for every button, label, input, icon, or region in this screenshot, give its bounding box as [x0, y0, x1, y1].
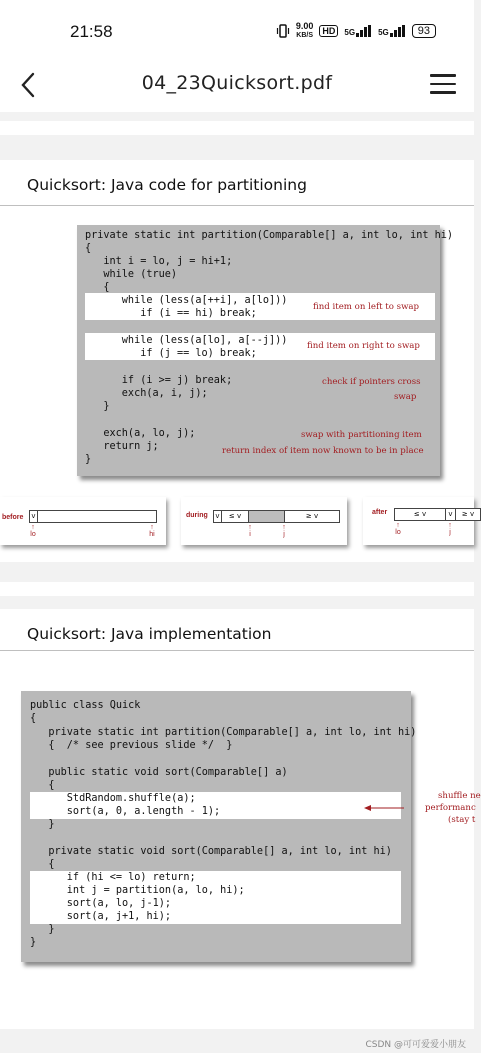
- code-line: }: [30, 924, 55, 935]
- ge-v-region: ≥ v: [455, 508, 481, 521]
- code-line: public class Quick: [30, 700, 141, 711]
- previous-page-edge: [0, 121, 474, 135]
- title-divider: [0, 650, 474, 651]
- code-line: private static void sort(Comparable[] a, int lo, int hi): [30, 846, 392, 857]
- hd-badge: HD: [319, 25, 338, 37]
- side-note-line-1: shuffle ne: [438, 791, 481, 801]
- signal-5g-a: [344, 25, 372, 37]
- signal-bars-icon: [390, 25, 406, 37]
- array-after-label: after: [372, 509, 388, 516]
- arrow-left-icon: [364, 803, 404, 813]
- code-line: }: [85, 454, 92, 465]
- code-line: {: [30, 713, 37, 724]
- code-line: private static int partition(Comparable[] a, int lo, int hi): [30, 727, 417, 738]
- code-line: StdRandom.shuffle(a);: [30, 793, 196, 804]
- page-title: Quicksort: Java implementation: [27, 625, 272, 643]
- i-marker: ↑ i: [248, 524, 252, 538]
- vibrate-icon: [276, 24, 290, 38]
- unknown-region: [248, 510, 285, 523]
- lo-marker: ↑ lo: [395, 522, 401, 536]
- speed-unit: KB/S: [296, 32, 313, 39]
- code-line: if (hi <= lo) return;: [30, 872, 196, 883]
- annotation-return-index: return index of item now known to be in place: [222, 446, 424, 456]
- array-rest-cell: [37, 510, 157, 523]
- j-marker: ↑ j: [448, 522, 452, 536]
- hamburger-menu-icon: [430, 74, 456, 94]
- status-time: 21:58: [70, 22, 113, 41]
- code-line: while (less(a[++i], a[lo])): [85, 295, 288, 306]
- code-line: if (i == hi) break;: [85, 308, 257, 319]
- le-v-region: ≤ v: [221, 510, 249, 523]
- lo-label: lo: [30, 531, 36, 538]
- side-note-line-3: (stay t: [448, 815, 476, 825]
- signal-5g-b: [378, 25, 406, 37]
- code-line: sort(a, j+1, hi);: [30, 911, 172, 922]
- code-line: while (less(a[lo], a[--j])): [85, 335, 288, 346]
- page-title: Quicksort: Java code for partitioning: [27, 176, 307, 194]
- array-after-card: [363, 497, 474, 545]
- code-line: {: [30, 780, 55, 791]
- lo-label: lo: [395, 529, 401, 536]
- code-line: {: [85, 282, 110, 293]
- array-during-card: [181, 497, 347, 545]
- code-line: }: [85, 401, 110, 412]
- status-icons: [276, 22, 436, 40]
- code-line: sort(a, 0, a.length - 1);: [30, 806, 221, 817]
- pivot-cell: v: [213, 510, 222, 523]
- j-label: j: [283, 531, 285, 538]
- annotation-left-swap: find item on left to swap: [313, 302, 420, 312]
- signal-bars-icon: [356, 25, 372, 37]
- quick-class-code-box: [21, 691, 417, 962]
- code-line: public static void sort(Comparable[] a): [30, 767, 288, 778]
- menu-button[interactable]: [430, 74, 456, 96]
- speed-value: 9.00: [295, 21, 314, 31]
- hi-marker: ↑ hi: [149, 524, 155, 538]
- document-title: 04_23Quicksort.pdf: [141, 72, 333, 94]
- code-line: {: [85, 243, 92, 254]
- annotation-swap: swap: [394, 392, 417, 402]
- ge-v-region: ≥ v: [284, 510, 340, 523]
- side-note-line-2: performanc: [425, 803, 476, 813]
- pivot-cell: v: [445, 508, 456, 521]
- code-line: }: [30, 937, 37, 948]
- partition-code-box: [77, 225, 454, 476]
- le-v-region: ≤ v: [394, 508, 446, 521]
- lo-marker: ↑ lo: [30, 524, 36, 538]
- annotation-swap-partition: swap with partitioning item: [301, 430, 422, 440]
- code-line: sort(a, lo, j-1);: [30, 898, 172, 909]
- pivot-cell: v: [29, 510, 38, 523]
- top-app-bar: [0, 60, 474, 112]
- battery-indicator: 93: [412, 24, 436, 38]
- code-line: int j = partition(a, lo, hi);: [30, 885, 245, 896]
- watermark: CSDN @可可爱爱小朋友: [365, 1040, 466, 1050]
- title-divider: [0, 205, 474, 206]
- array-before-card: [0, 497, 166, 545]
- network-label-a: 5G: [344, 28, 356, 37]
- status-bar: [0, 0, 474, 60]
- code-line: {: [30, 859, 55, 870]
- pdf-page-implementation[interactable]: [0, 609, 481, 1029]
- array-before-label: before: [2, 514, 24, 521]
- page-separator: [0, 582, 474, 596]
- code-line: if (j == lo) break;: [85, 348, 257, 359]
- annotation-pointers-cross: check if pointers cross: [322, 377, 421, 387]
- network-speed: [296, 22, 314, 40]
- code-line: { /* see previous slide */ }: [30, 740, 233, 751]
- code-line: private static int partition(Comparable[] a, int lo, int hi): [85, 230, 454, 241]
- code-line: return j;: [85, 441, 159, 452]
- code-line: while (true): [85, 269, 178, 280]
- code-line: if (i >= j) break;: [85, 375, 233, 386]
- array-during-label: during: [186, 512, 208, 519]
- j-label: j: [449, 529, 451, 536]
- annotation-right-swap: find item on right to swap: [307, 341, 420, 351]
- code-line: exch(a, i, j);: [85, 388, 208, 399]
- code-line: }: [30, 819, 55, 830]
- j-marker: ↑ j: [282, 524, 286, 538]
- code-line: exch(a, lo, j);: [85, 428, 196, 439]
- network-label-b: 5G: [378, 28, 389, 37]
- code-line: int i = lo, j = hi+1;: [85, 256, 233, 267]
- hi-label: hi: [149, 531, 155, 538]
- i-label: i: [249, 531, 251, 538]
